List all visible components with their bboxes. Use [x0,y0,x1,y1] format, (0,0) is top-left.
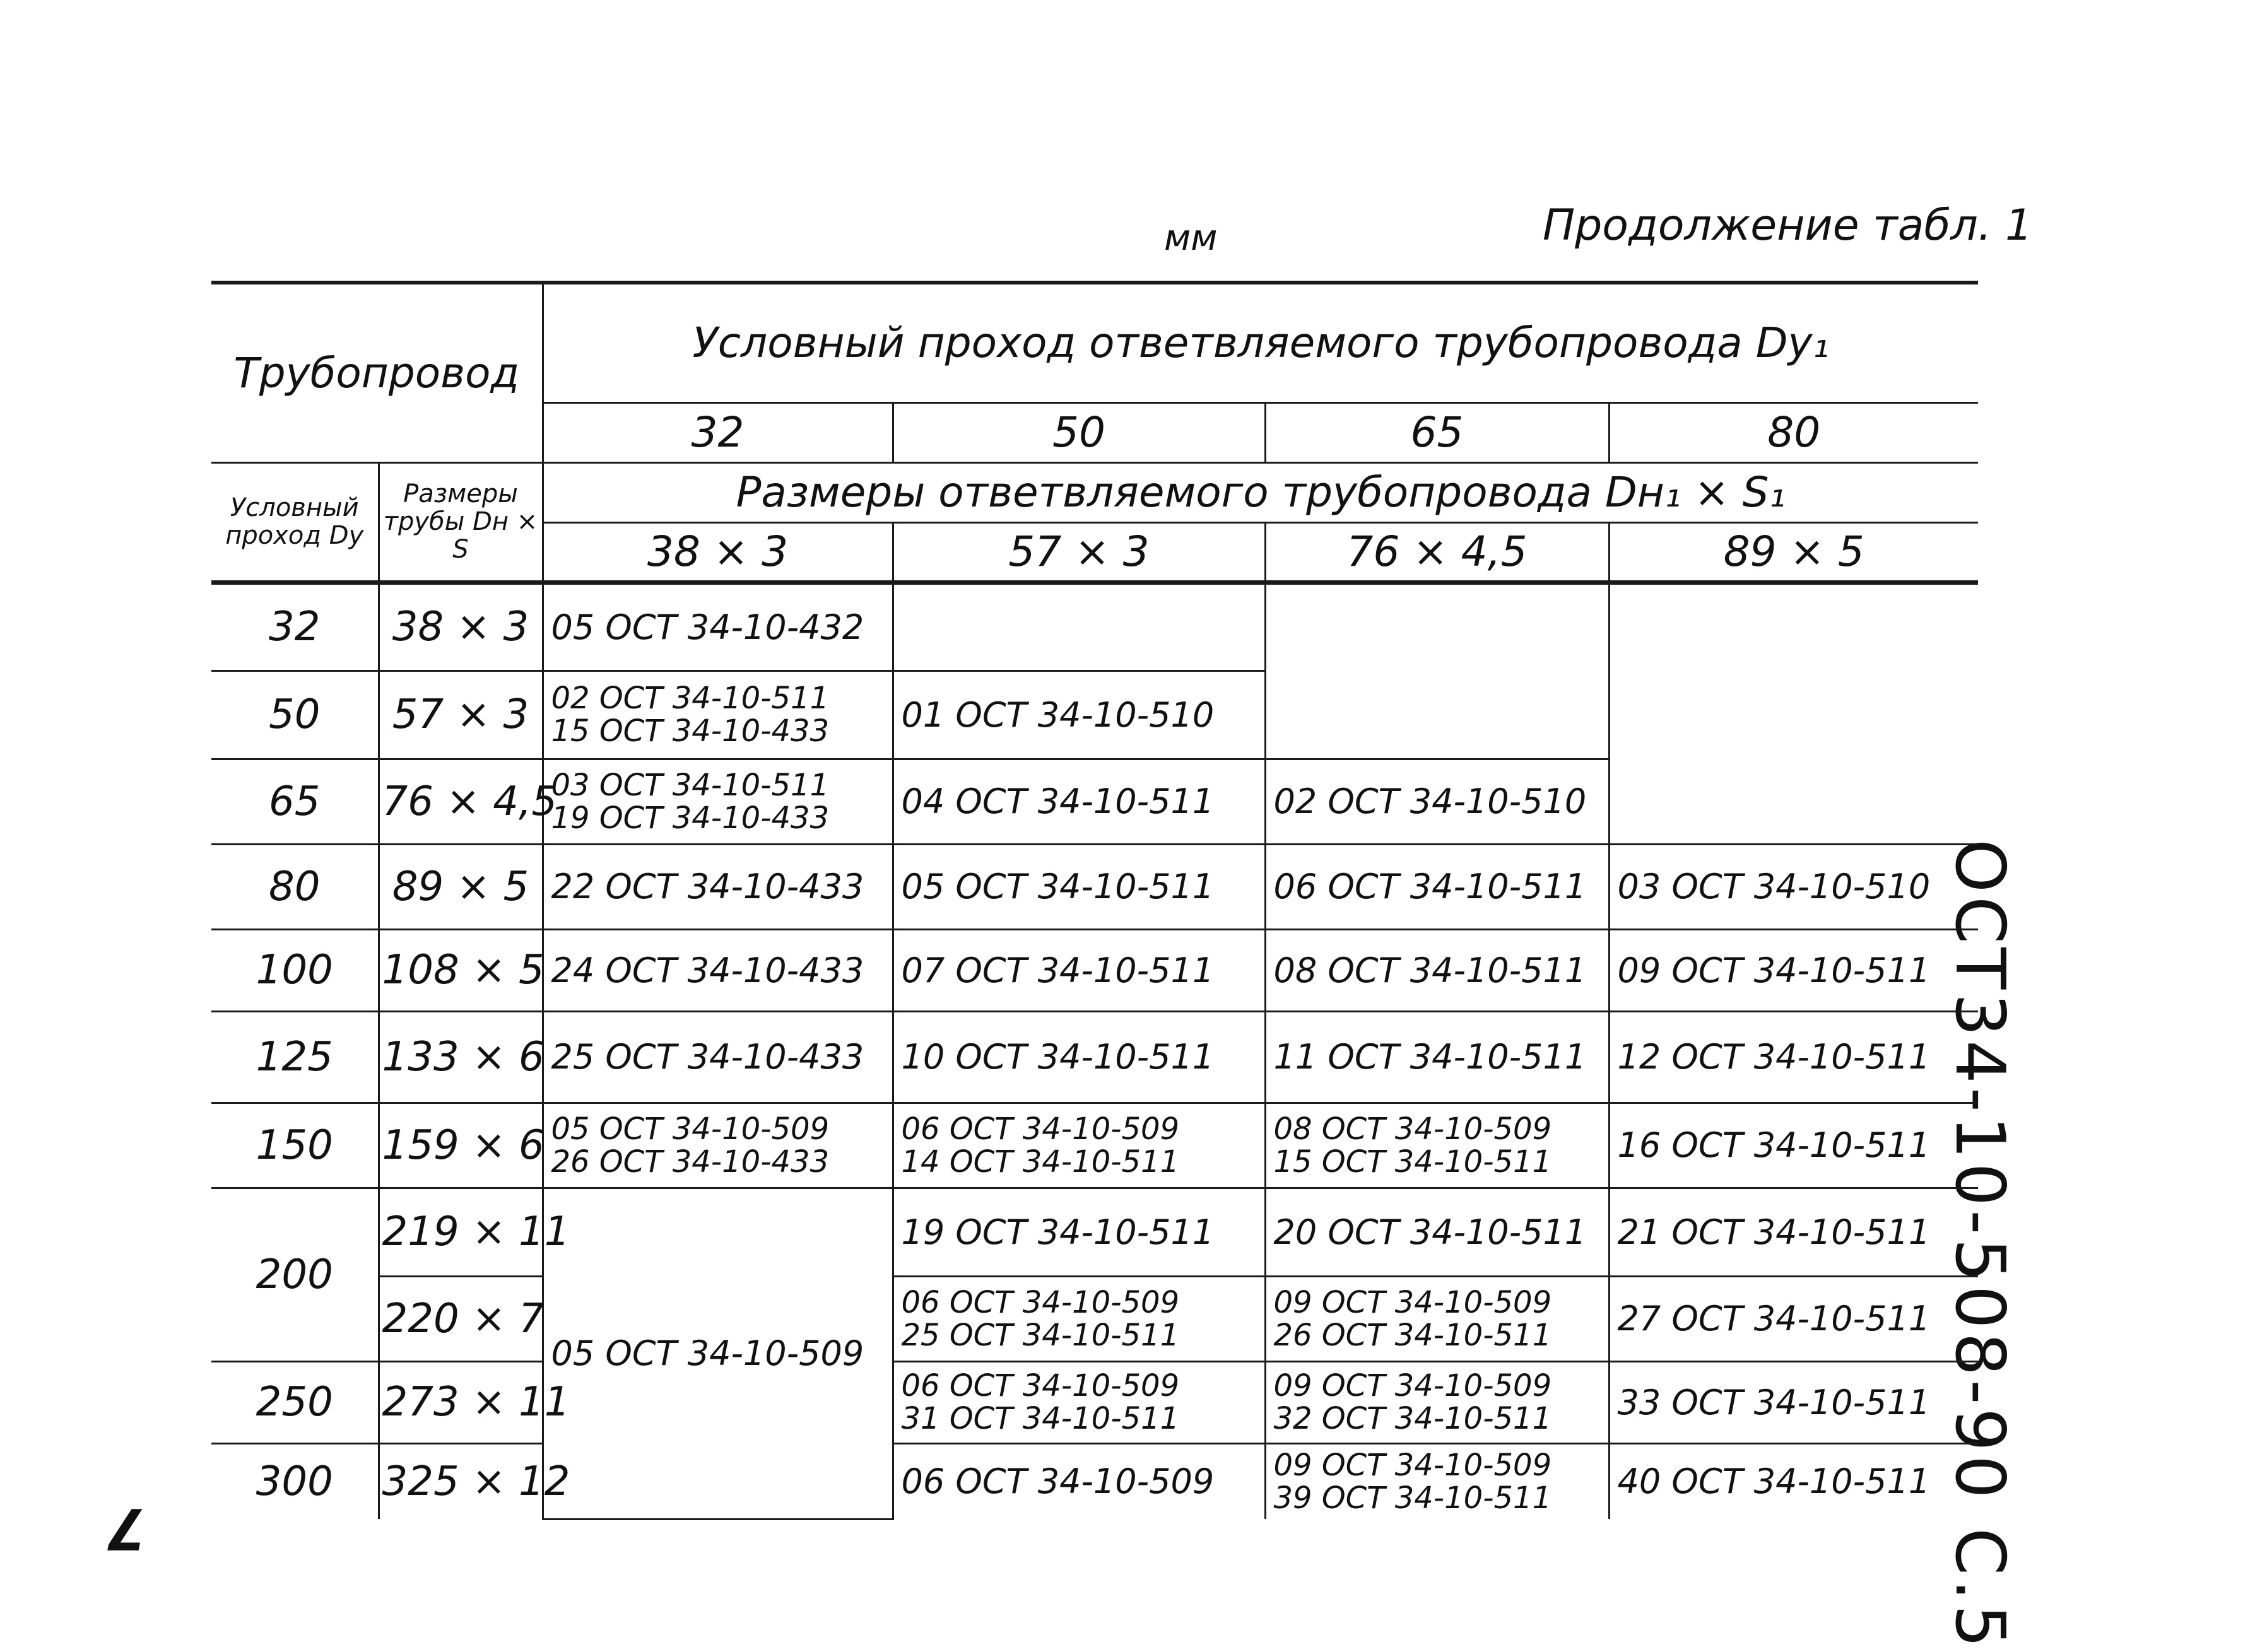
part-code: 02 ОСТ 34-10-510 [1265,759,1609,844]
part-code: 20 ОСТ 34-10-511 [1265,1188,1609,1276]
part-code: 08 ОСТ 34-10-511 [1265,929,1609,1011]
part-code: 03 ОСТ 34-10-510 [1609,844,1978,929]
size-cell: 108 × 5 [379,929,543,1011]
dy-cell: 50 [211,671,379,759]
branch-size-header: Размеры ответвляемого трубопровода Dн₁ × S₁ [543,462,1978,522]
size-cell: 89 × 5 [379,844,543,929]
part-code: 15 ОСТ 34-10-511 [1273,1144,1552,1180]
empty-cell [1609,582,1978,844]
part-code: 19 ОСТ 34-10-433 [551,800,830,836]
table-row [211,582,1978,671]
dy-header: Условный проход Dy [211,462,379,582]
branch-dn-50: 50 [893,402,1265,462]
branch-dn-65: 65 [1265,402,1609,462]
document-code-side-label: ОСТ34-10-508-90 С.5 [1940,839,2019,1652]
unit-label: мм [1164,218,1218,259]
table-row [211,1361,1978,1443]
branch-size-57x3: 57 × 3 [893,522,1265,582]
dy-cell: 200 [211,1188,379,1361]
part-code: 31 ОСТ 34-10-511 [901,1401,1180,1436]
dy-cell: 100 [211,929,379,1011]
part-code: 09 ОСТ 34-10-509 [1273,1368,1552,1403]
part-code: 15 ОСТ 34-10-433 [551,713,830,749]
part-code: 12 ОСТ 34-10-511 [1609,1011,1978,1103]
part-code-pair [1265,1103,1609,1188]
page-number: 7 [107,1495,147,1561]
pipe-size-header: Размеры трубы Dн × S [379,462,543,582]
part-code-pair [543,759,893,844]
size-cell: 219 × 11 [379,1188,543,1276]
table-row [211,1443,1978,1519]
part-code: 03 ОСТ 34-10-511 [551,767,830,803]
part-code: 27 ОСТ 34-10-511 [1609,1276,1978,1361]
part-code: 01 ОСТ 34-10-510 [893,671,1265,759]
part-code: 25 ОСТ 34-10-511 [901,1317,1180,1353]
pipeline-header: Трубопровод [211,283,543,462]
part-code: 09 ОСТ 34-10-509 [1273,1447,1552,1483]
part-code-pair [543,671,893,759]
pipeline-table [211,281,1978,1516]
dy-cell: 300 [211,1443,379,1519]
part-code-pair [543,1103,893,1188]
part-code-pair [1265,1276,1609,1361]
part-code: 32 ОСТ 34-10-511 [1273,1401,1552,1436]
part-code: 11 ОСТ 34-10-511 [1265,1011,1609,1103]
part-code: 25 ОСТ 34-10-433 [543,1011,893,1103]
dy-cell: 32 [211,582,379,671]
part-code: 14 ОСТ 34-10-511 [901,1144,1180,1180]
empty-cell [1265,582,1609,759]
table-row [211,1276,1978,1361]
part-code: 26 ОСТ 34-10-511 [1273,1317,1552,1353]
table-continuation-title: Продолжение табл. 1 [1543,201,2033,250]
part-code: 06 ОСТ 34-10-511 [1265,844,1609,929]
part-code: 22 ОСТ 34-10-433 [543,844,893,929]
size-cell: 76 × 4,5 [379,759,543,844]
part-code: 05 ОСТ 34-10-509 [543,1188,893,1519]
table-row [211,1103,1978,1188]
dy-cell: 250 [211,1361,379,1443]
part-code: 21 ОСТ 34-10-511 [1609,1188,1978,1276]
dy-cell: 65 [211,759,379,844]
branch-size-76x4-5: 76 × 4,5 [1265,522,1609,582]
dy-cell: 80 [211,844,379,929]
size-cell: 325 × 12 [379,1443,543,1519]
part-code: 05 ОСТ 34-10-432 [543,582,893,671]
table-row [211,1188,1978,1276]
table-row [211,929,1978,1011]
size-cell: 159 × 6 [379,1103,543,1188]
part-code: 05 ОСТ 34-10-511 [893,844,1265,929]
part-code: 08 ОСТ 34-10-509 [1273,1111,1552,1147]
part-code: 06 ОСТ 34-10-509 [901,1111,1180,1147]
part-code: 04 ОСТ 34-10-511 [893,759,1265,844]
part-code-pair [893,1276,1265,1361]
part-code: 06 ОСТ 34-10-509 [901,1284,1180,1320]
part-code: 16 ОСТ 34-10-511 [1609,1103,1978,1188]
branch-dn-header: Условный проход ответвляемого трубопровода Dy₁ [543,283,1978,402]
size-cell: 220 × 7 [379,1276,543,1361]
part-code: 39 ОСТ 34-10-511 [1273,1480,1552,1516]
part-code-pair [893,1103,1265,1188]
size-cell: 273 × 11 [379,1361,543,1443]
part-code: 26 ОСТ 34-10-433 [551,1144,830,1180]
part-code: 33 ОСТ 34-10-511 [1609,1361,1978,1443]
part-code: 05 ОСТ 34-10-509 [551,1111,830,1147]
size-cell: 57 × 3 [379,671,543,759]
part-code: 02 ОСТ 34-10-511 [551,681,830,716]
part-code: 06 ОСТ 34-10-509 [893,1443,1265,1519]
part-code-pair [1265,1443,1609,1519]
part-code: 09 ОСТ 34-10-511 [1609,929,1978,1011]
part-code-pair [1265,1361,1609,1443]
dy-cell: 150 [211,1103,379,1188]
part-code-pair [893,1361,1265,1443]
branch-size-38x3: 38 × 3 [543,522,893,582]
dy-cell: 125 [211,1011,379,1103]
size-cell: 38 × 3 [379,582,543,671]
table-row [211,1011,1978,1103]
part-code: 09 ОСТ 34-10-509 [1273,1284,1552,1320]
size-cell: 133 × 6 [379,1011,543,1103]
part-code: 07 ОСТ 34-10-511 [893,929,1265,1011]
part-code: 10 ОСТ 34-10-511 [893,1011,1265,1103]
part-code: 24 ОСТ 34-10-433 [543,929,893,1011]
part-code: 06 ОСТ 34-10-509 [901,1368,1180,1403]
branch-size-89x5: 89 × 5 [1609,522,1978,582]
part-code: 19 ОСТ 34-10-511 [893,1188,1265,1276]
empty-cell [893,582,1265,671]
branch-dn-80: 80 [1609,402,1978,462]
part-code: 40 ОСТ 34-10-511 [1609,1443,1978,1519]
branch-dn-32: 32 [543,402,893,462]
table-row [211,844,1978,929]
